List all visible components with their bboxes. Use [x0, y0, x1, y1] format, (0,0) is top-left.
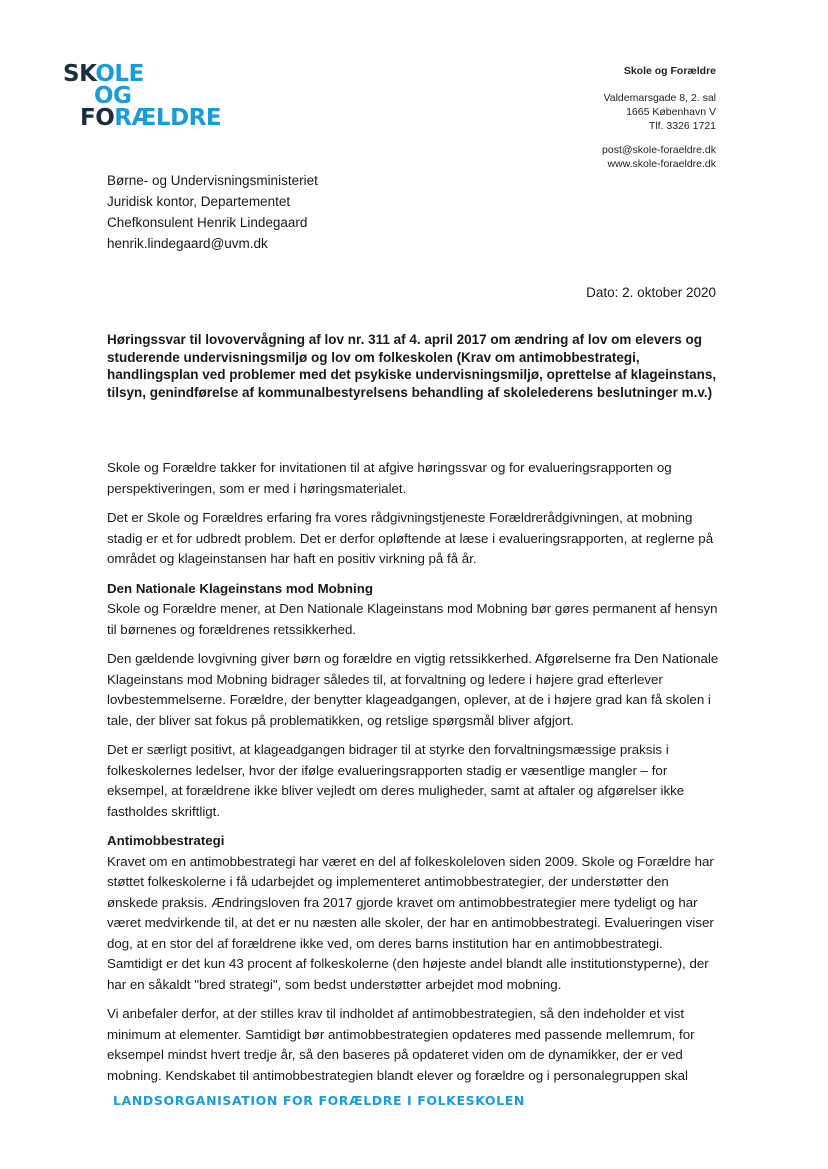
sender-address-line: Valdemarsgade 8, 2. sal [603, 92, 716, 104]
paragraph: Det er særligt positivt, at klageadgangen bidrager til at styrke den forvaltningsmæssige praksis i folkeskolernes ledelser, hvor der ifølge evalueringsrapporten stadig er væsentlige mangler – for eksempel, at forældrene ikke bliver vejledt om deres muligheder, samt at aftaler og afgørelser ikke fastholdes skriftligt. [107, 742, 685, 819]
section-heading: Den Nationale Klageinstans mod Mobning [107, 580, 373, 596]
section-heading: Antimobbestrategi [107, 833, 225, 848]
paragraph: Skole og Forældre takker for invitationen til at afgive høringssvar og for evalueringsrapporten og perspektiveringen, som er med i høringsmaterialet. [107, 460, 672, 496]
logo-text: OG [94, 83, 132, 109]
logo-text: RÆLDRE [114, 105, 222, 131]
recipient-line: Børne- og Undervisningsministeriet [107, 173, 318, 188]
sender-name: Skole og Forældre [623, 65, 716, 77]
paragraph: Den gældende lovgivning giver børn og forældre en vigtig retssikkerhed. Afgørelserne fra Den Nationale Klageinstans mod Mobning bidrager således til, at forvaltning og ledere i højere grad efterlever lovbestemmelserne. Forældre, der benytter klageadgangen, oplever, at de i højere grad kan få skolen i tale, der bliver sat fokus på problematikken, og retslige spørgsmål bliver afgjort. [107, 651, 719, 728]
paragraph: Skole og Forældre mener, at Den Nationale Klageinstans mod Mobning bør gøres permanent af hensyn til børnenes og forældrenes retssikkerhed. [107, 601, 718, 637]
footer-tagline: LANDSORGANISATION FOR FORÆLDRE I FOLKESKOLEN [113, 1093, 525, 1108]
sender-web: www.skole-foraeldre.dk [607, 158, 716, 170]
logo-text: OLE [95, 61, 144, 87]
paragraph: Det er Skole og Forældres erfaring fra vores rådgivningstjeneste Forældrerådgivningen, at mobning stadig er et for udbredt problem. Det er derfor opløftende at læse i evalueringsrapporten, at reglerne på området og klageinstansen har haft en positiv virkning på få år. [107, 510, 714, 566]
sender-block [602, 64, 716, 171]
paragraph: Kravet om en antimobbestrategi har været en del af folkeskoleloven siden 2009. Skole og Forældre har støttet folkeskolerne i få udarbejdet og implementeret antimobbestrategier, der understøtter den ønskede praksis. Ændringsloven fra 2017 gjorde kravet om antimobbestrategier mere tydeligt og har været medvirkende til, at det er nu næsten alle skoler, der har en antimobbestrategi. Evalueringen viser dog, at en stor del af forældrene ikke ved, om deres barns institution har en antimobbestrategi. Samtidigt er det kun 43 procent af folkeskolerne (den højeste andel blandt alle institutionstyperne), der har en såkaldt "bred strategi", som bedst understøtter arbejdet mod mobning. [107, 853, 714, 992]
logo-text: SK [63, 61, 96, 87]
recipient-block [107, 170, 318, 254]
logo-text: FO [80, 105, 115, 131]
sender-phone: Tlf. 3326 1721 [648, 120, 716, 132]
letter-date: Dato: 2. oktober 2020 [586, 285, 716, 300]
recipient-line: Juridisk kontor, Departementet [107, 194, 291, 209]
logo [63, 63, 221, 129]
sender-address-line: 1665 København V [626, 106, 716, 118]
letter-body [107, 458, 721, 1095]
sender-email: post@skole-foraeldre.dk [602, 144, 716, 156]
letter-subject: Høringssvar til lovovervågning af lov nr. 311 af 4. april 2017 om ændring af lov om elevers og studerende undervisningsmiljø og lov om folkeskolen (Krav om antimobbestrategi, handlingsplan ved problemer med det psykiske undervisningsmiljø, oprettelse af klageinstans, tilsyn, genindførelse af kommunalbestyrelsens behandling af skolelederens beslutninger m.v.) [107, 332, 717, 400]
recipient-email: henrik.lindegaard@uvm.dk [107, 236, 268, 251]
paragraph: Vi anbefaler derfor, at der stilles krav til indholdet af antimobbestrategien, så den indeholder et vist minimum at elementer. Samtidigt bør antimobbestrategien opdateres med passende mellemrum, for eksempel mindst hvert tredje år, så den baseres på opdateret viden om de dynamikker, der er ved mobning. Kendskabet til antimobbestrategien blandt elever og forældre og i personalegruppen skal [107, 1006, 695, 1083]
recipient-line: Chefkonsulent Henrik Lindegaard [107, 215, 308, 230]
